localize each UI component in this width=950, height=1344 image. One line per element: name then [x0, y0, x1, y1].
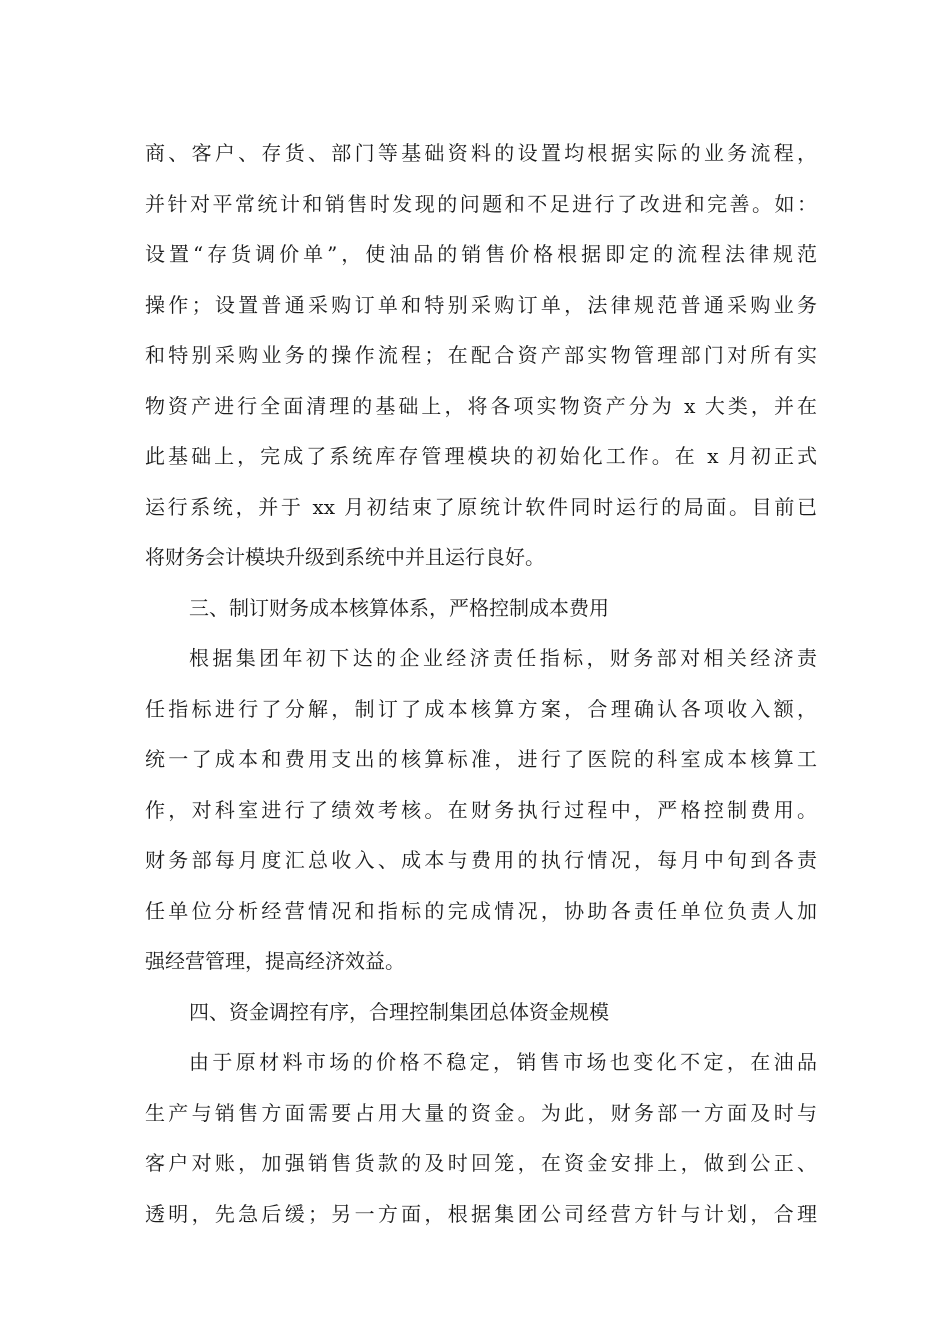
text-line: 任单位分析经营情况和指标的完成情况，协助各责任单位负责人加 [145, 898, 817, 923]
text-line: 生产与销售方面需要占用大量的资金。为此，财务部一方面及时与 [145, 1100, 817, 1125]
section-heading: 四、资金调控有序，合理控制集团总体资金规模 [189, 999, 609, 1024]
text-line: 任指标进行了分解，制订了成本核算方案，合理确认各项收入额， [145, 696, 817, 721]
text-line: 作，对科室进行了绩效考核。在财务执行过程中，严格控制费用。 [145, 797, 817, 822]
text-line: 物资产进行全面清理的基础上，将各项实物资产分为 x 大类，并在 [145, 393, 817, 418]
text-line: 透明，先急后缓；另一方面，根据集团公司经营方针与计划，合理 [145, 1201, 817, 1226]
text-line: 将财务会计模块升级到系统中并且运行良好。 [145, 545, 545, 569]
text-line: 此基础上，完成了系统库存管理模块的初始化工作。在 x 月初正式 [145, 444, 817, 468]
text-line: 客户对账，加强销售货款的及时回笼，在资金安排上，做到公正、 [145, 1151, 817, 1175]
document-body [145, 128, 817, 1239]
text-line: 强经营管理，提高经济效益。 [145, 949, 405, 973]
text-line: 运行系统，并于 xx 月初结束了原统计软件同时运行的局面。目前已 [145, 494, 817, 519]
text-line: 根据集团年初下达的企业经济责任指标，财务部对相关经济责 [189, 646, 817, 670]
text-line: 由于原材料市场的价格不稳定，销售市场也变化不定，在油品 [189, 1050, 817, 1074]
text-line: 设置“存货调价单”，使油品的销售价格根据即定的流程法律规范 [145, 242, 817, 266]
text-line: 和特别采购业务的操作流程；在配合资产部实物管理部门对所有实 [145, 343, 817, 367]
text-line: 并针对平常统计和销售时发现的问题和不足进行了改进和完善。如： [145, 191, 817, 216]
text-line: 统一了成本和费用支出的核算标准，进行了医院的科室成本核算工 [145, 747, 817, 771]
text-line: 商、客户、存货、部门等基础资料的设置均根据实际的业务流程， [145, 141, 817, 165]
section-heading: 三、制订财务成本核算体系，严格控制成本费用 [189, 595, 609, 620]
text-line: 财务部每月度汇总收入、成本与费用的执行情况，每月中旬到各责 [145, 848, 817, 872]
text-line: 操作；设置普通采购订单和特别采购订单，法律规范普通采购业务 [145, 292, 817, 317]
